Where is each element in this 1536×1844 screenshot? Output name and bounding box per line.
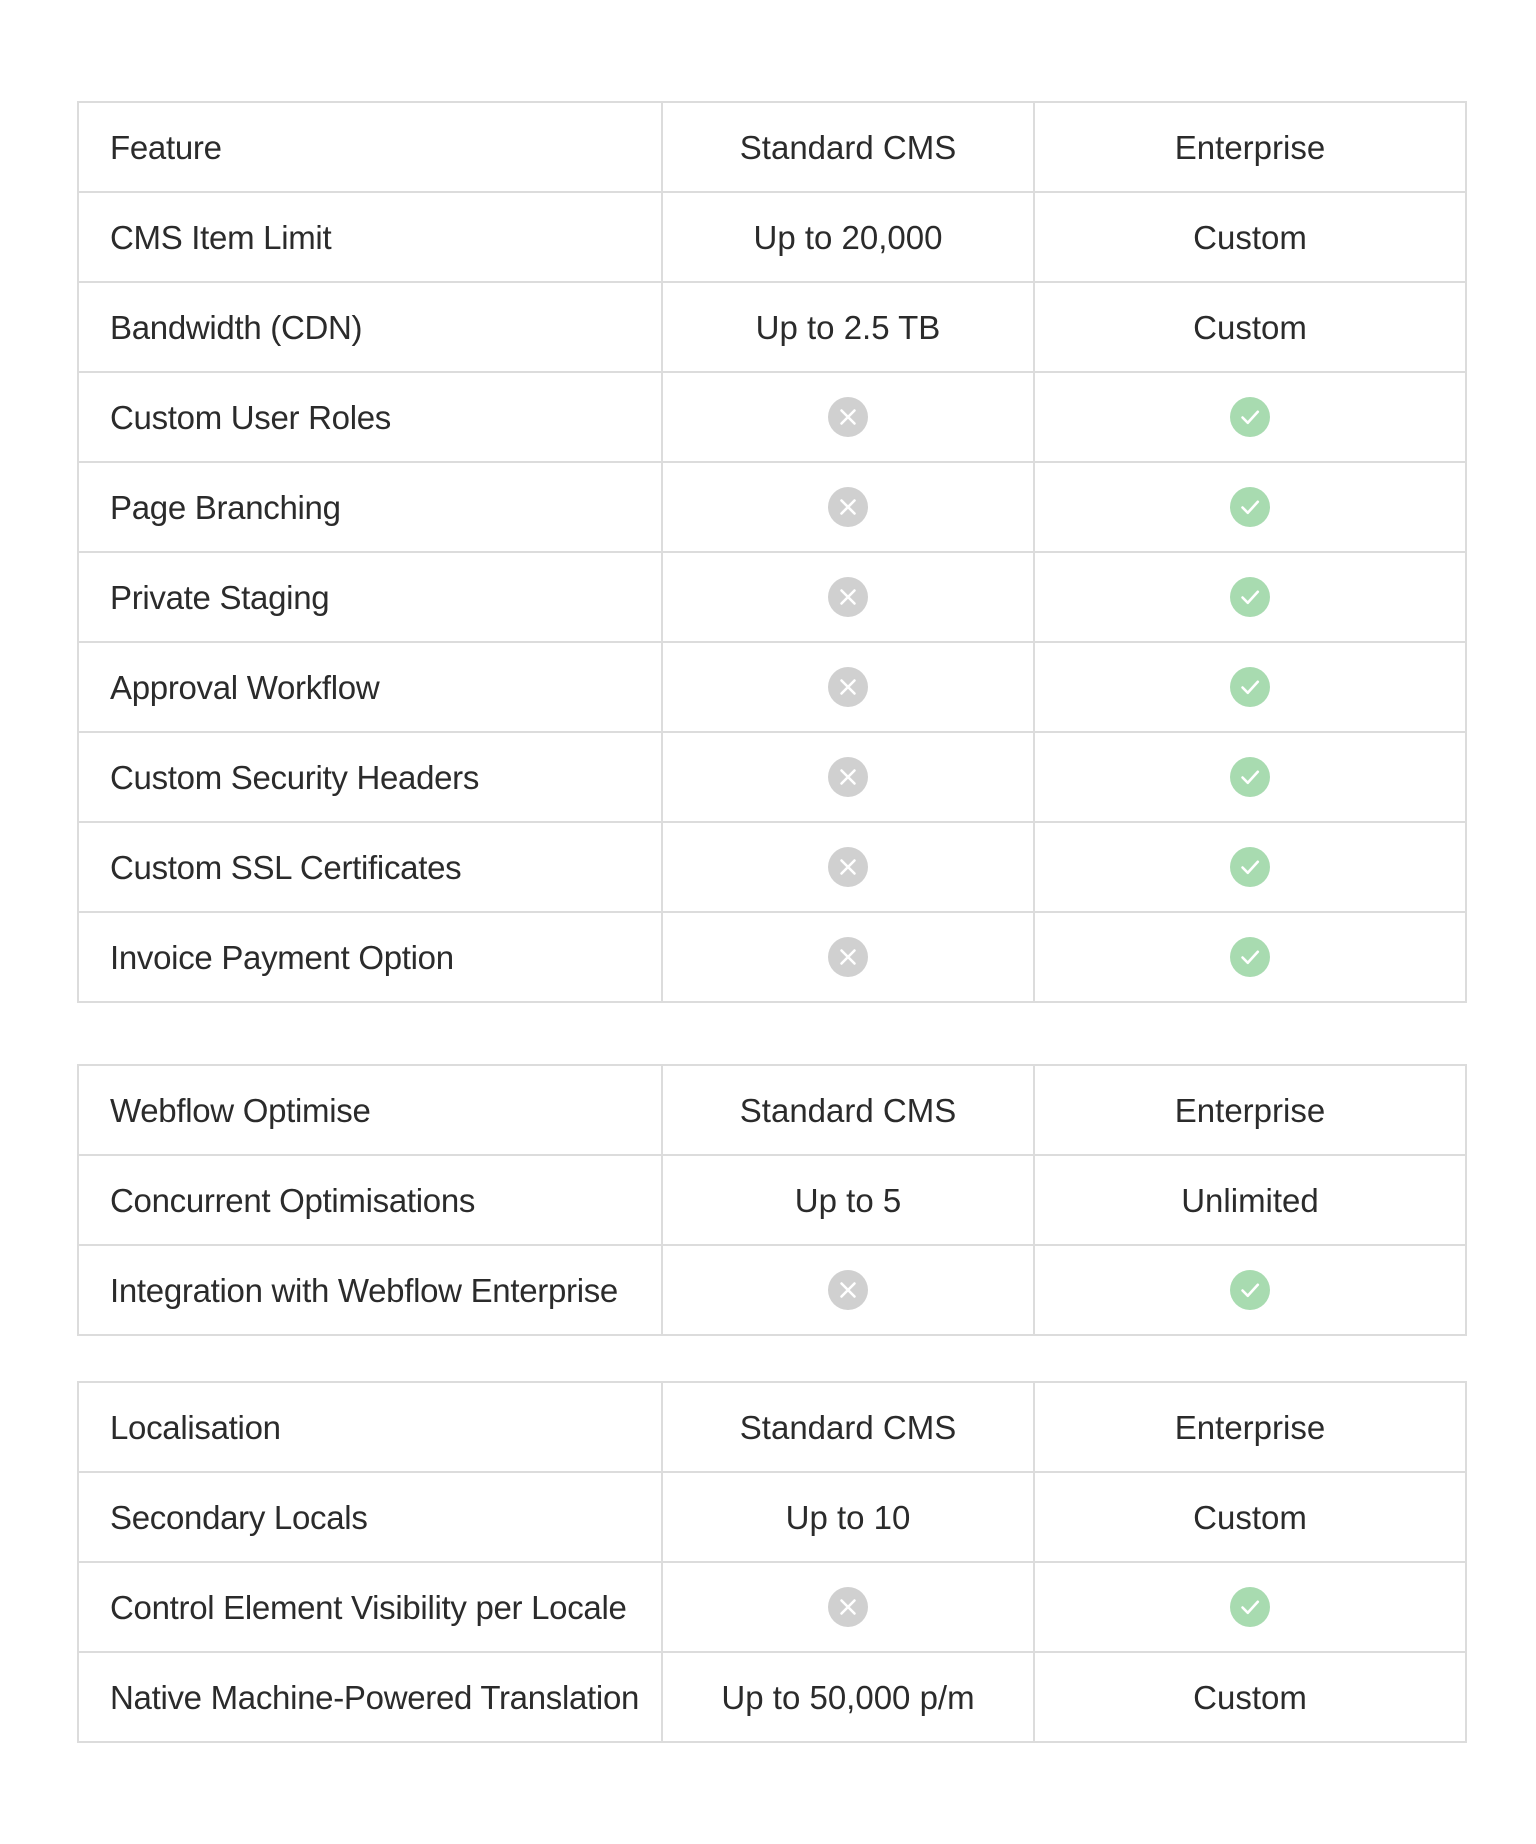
optimise-table [77,1064,1467,1336]
standard-value [662,642,1034,732]
table-row [78,1562,1466,1652]
enterprise-value: Unlimited [1034,1155,1466,1245]
x-circle-icon [827,756,869,798]
localisation-table [77,1381,1467,1743]
header-standard: Standard CMS [662,102,1034,192]
feature-label: Control Element Visibility per Locale [78,1562,662,1652]
table-row [78,282,1466,372]
table-row [78,192,1466,282]
x-circle-icon [827,936,869,978]
enterprise-value [1034,732,1466,822]
table-header-row [78,102,1466,192]
feature-label: Custom User Roles [78,372,662,462]
header-enterprise: Enterprise [1034,1382,1466,1472]
enterprise-value: Custom [1034,1652,1466,1742]
x-circle-icon [827,576,869,618]
enterprise-value [1034,912,1466,1002]
check-circle-icon [1229,936,1271,978]
feature-label: Private Staging [78,552,662,642]
x-circle-icon [827,1269,869,1311]
table-row [78,552,1466,642]
x-circle-icon [827,486,869,528]
table-header-row [78,1382,1466,1472]
enterprise-value [1034,1562,1466,1652]
feature-label: Native Machine-Powered Translation [78,1652,662,1742]
feature-label: Bandwidth (CDN) [78,282,662,372]
table-row [78,732,1466,822]
standard-value: Up to 2.5 TB [662,282,1034,372]
table-row [78,372,1466,462]
header-feature: Webflow Optimise [78,1065,662,1155]
feature-label: Approval Workflow [78,642,662,732]
header-standard: Standard CMS [662,1065,1034,1155]
feature-label: Integration with Webflow Enterprise [78,1245,662,1335]
table-row [78,912,1466,1002]
feature-label: Concurrent Optimisations [78,1155,662,1245]
standard-value: Up to 20,000 [662,192,1034,282]
standard-value [662,372,1034,462]
x-circle-icon [827,396,869,438]
enterprise-value [1034,462,1466,552]
feature-label: Secondary Locals [78,1472,662,1562]
table-header-row [78,1065,1466,1155]
table-row [78,1472,1466,1562]
standard-value [662,1245,1034,1335]
standard-value: Up to 5 [662,1155,1034,1245]
feature-label: Invoice Payment Option [78,912,662,1002]
header-enterprise: Enterprise [1034,102,1466,192]
enterprise-value [1034,642,1466,732]
enterprise-value [1034,372,1466,462]
header-feature: Localisation [78,1382,662,1472]
table-row [78,1155,1466,1245]
check-circle-icon [1229,396,1271,438]
x-circle-icon [827,846,869,888]
x-circle-icon [827,1586,869,1628]
standard-value [662,552,1034,642]
standard-value [662,822,1034,912]
enterprise-value: Custom [1034,192,1466,282]
check-circle-icon [1229,666,1271,708]
features-table [77,101,1467,1003]
enterprise-value: Custom [1034,1472,1466,1562]
feature-label: Custom SSL Certificates [78,822,662,912]
x-circle-icon [827,666,869,708]
standard-value [662,1562,1034,1652]
header-feature: Feature [78,102,662,192]
standard-value [662,732,1034,822]
table-row [78,462,1466,552]
enterprise-value [1034,552,1466,642]
standard-value: Up to 50,000 p/m [662,1652,1034,1742]
table-row [78,642,1466,732]
check-circle-icon [1229,576,1271,618]
table-row [78,1652,1466,1742]
enterprise-value [1034,822,1466,912]
table-row [78,822,1466,912]
standard-value: Up to 10 [662,1472,1034,1562]
check-circle-icon [1229,1269,1271,1311]
standard-value [662,912,1034,1002]
check-circle-icon [1229,486,1271,528]
feature-label: Custom Security Headers [78,732,662,822]
enterprise-value [1034,1245,1466,1335]
table-row [78,1245,1466,1335]
enterprise-value: Custom [1034,282,1466,372]
check-circle-icon [1229,756,1271,798]
standard-value [662,462,1034,552]
header-standard: Standard CMS [662,1382,1034,1472]
feature-label: CMS Item Limit [78,192,662,282]
header-enterprise: Enterprise [1034,1065,1466,1155]
check-circle-icon [1229,1586,1271,1628]
feature-label: Page Branching [78,462,662,552]
check-circle-icon [1229,846,1271,888]
